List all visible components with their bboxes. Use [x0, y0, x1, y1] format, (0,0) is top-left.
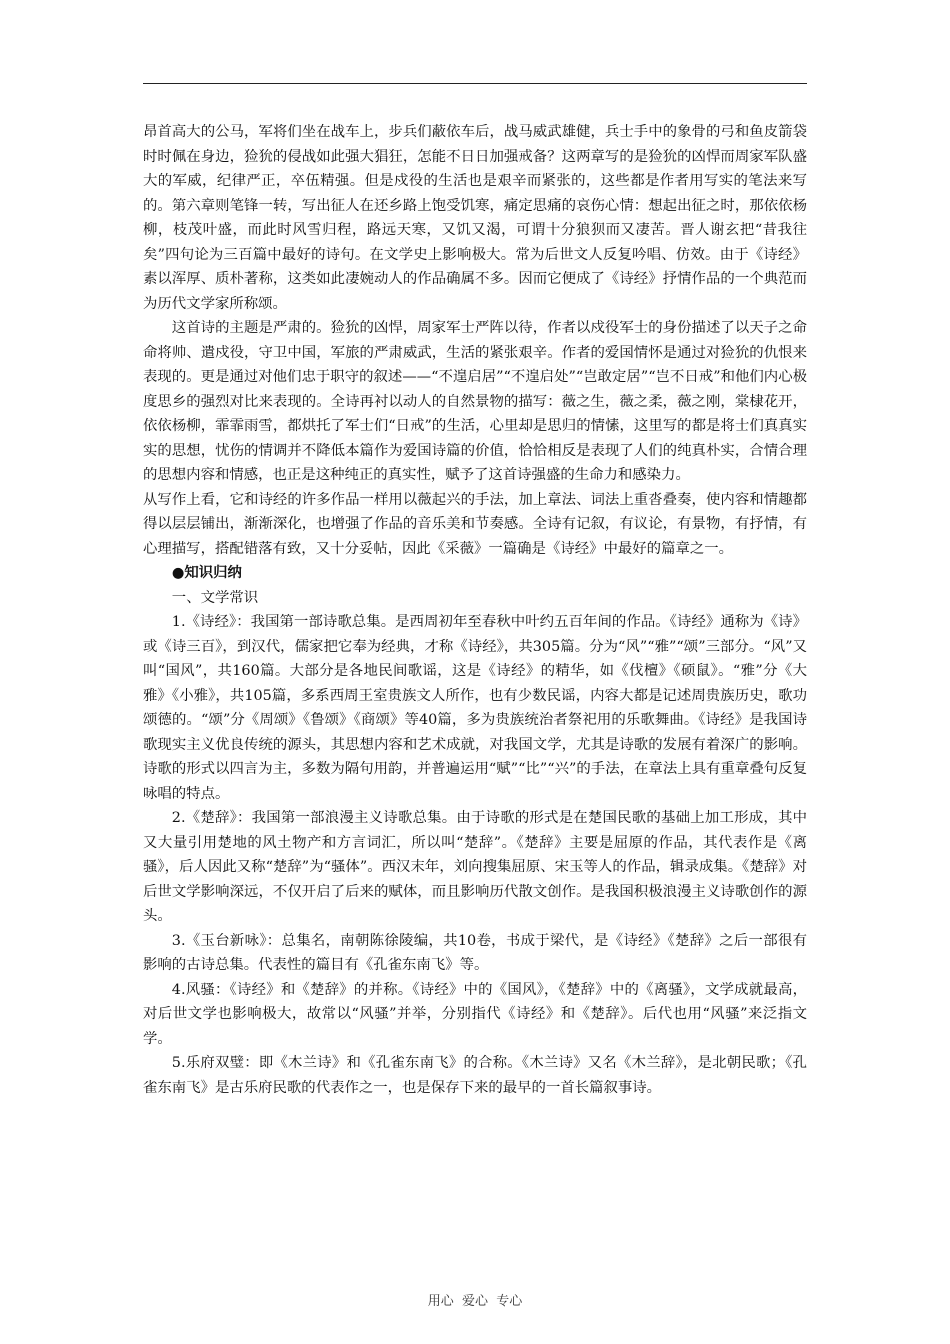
section-heading-knowledge: ●知识归纳 — [171, 564, 242, 581]
list-item-yuefu-shuangbi: 5.乐府双璧：即《木兰诗》和《孔雀东南飞》的合称。《木兰诗》又名《木兰辞》，是北朝民歌；《孔雀东南飞》是古乐府民歌的代表作之一，也是保存下来的最早的一首长篇叙事诗。 — [143, 1055, 807, 1096]
document-body — [143, 120, 807, 1100]
list-item-yutai-xinyong: 3.《玉台新咏》：总集名，南朝陈徐陵编，共10卷，书成于梁代，是《诗经》《楚辞》之后一部很有影响的古诗总集。代表性的篇目有《孔雀东南飞》等。 — [143, 932, 807, 973]
paragraph-analysis-continued: 昂首高大的公马，军将们坐在战车上，步兵们蔽依车后，战马威武雄健，兵士手中的象骨的弓和鱼皮箭袋时时佩在身边，猃狁的侵战如此强大猖狂，怎能不日日加强戒备？这两章写的是猃狁的凶悍而周家军队盛大的军威，纪律严正，卒伍精强。但是戍役的生活也是艰辛而紧张的，这些都是作者用写实的笔法来写的。第六章则笔锋一转，写出征人在还乡路上饱受饥寒，痛定思痛的哀伤心情：想起出征之时，那依依杨柳，枝茂叶盛，而此时风雪归程，路远天寒，又饥又渴，可谓十分狼狈而又凄苦。晋人谢玄把“昔我往矣”四句论为三百篇中最好的诗句。在文学史上影响极大。常为后世文人反复吟唱、仿效。由于《诗经》素以浑厚、质朴著称，这类如此凄婉动人的作品确属不多。因而它便成了《诗经》抒情作品的一个典范而为历代文学家所称颂。 — [143, 124, 807, 312]
page-footer: 用心 爱心 专心 — [427, 1294, 523, 1309]
paragraph-theme: 这首诗的主题是严肃的。猃狁的凶悍，周家军士严阵以待，作者以戍役军士的身份描述了以天子之命命将帅、遣戍役，守卫中国，军旅的严肃威武，生活的紧张艰辛。作者的爱国情怀是通过对猃狁的仇恨来表现的。更是通过对他们忠于职守的叙述——“不遑启居”“不遑启处”“岂敢定居”“岂不日戒”和他们内心极度思乡的强烈对比来表现的。全诗再衬以动人的自然景物的描写：薇之生，薇之柔，薇之刚，棠棣花开，依依杨柳，霏霏雨雪，都烘托了军士们“日戒”的生活，心里却是思归的情愫，这里写的都是将士们真真实实的思想，忧伤的情调并不降低本篇作为爱国诗篇的价值，恰恰相反是表现了人们的纯真朴实，合情合理的思想内容和情感，也正是这种纯正的真实性，赋予了这首诗强盛的生命力和感染力。 — [143, 320, 807, 483]
list-item-chuci: 2.《楚辞》：我国第一部浪漫主义诗歌总集。由于诗歌的形式是在楚国民歌的基础上加工形成，其中又大量引用楚地的风土物产和方言词汇，所以叫“楚辞”。《楚辞》主要是屈原的作品，其代表作是《离骚》，后人因此又称“楚辞”为“骚体”。西汉末年，刘向搜集屈原、宋玉等人的作品，辑录成集。《楚辞》对后世文学影响深远，不仅开启了后来的赋体，而且影响历代散文创作。是我国积极浪漫主义诗歌创作的源头。 — [143, 810, 807, 924]
list-item-shijing: 1.《诗经》：我国第一部诗歌总集。是西周初年至春秋中叶约五百年间的作品。《诗经》通称为《诗》或《诗三百》，到汉代，儒家把它奉为经典，才称《诗经》，共305篇。分为“风”“雅”“颂”三部分。“风”又叫“国风”，共160篇。大部分是各地民间歌谣，这是《诗经》的精华，如《伐檀》《硕鼠》。“雅”分《大雅》《小雅》，共105篇，多系西周王室贵族文人所作，也有少数民谣，内容大都是记述周贵族历史，歌功颂德的。“颂”分《周颂》《鲁颂》《商颂》等40篇，多为贵族统治者祭祀用的乐歌舞曲。《诗经》是我国诗歌现实主义优良传统的源头，其思想内容和艺术成就，对我国文学，尤其是诗歌的发展有着深广的影响。诗歌的形式以四言为主，多数为隔句用韵，并普遍运用“赋”“比”“兴”的手法，在章法上具有重章叠句反复咏唱的特点。 — [143, 614, 807, 802]
header-rule — [143, 83, 807, 84]
list-item-fengsao: 4.风骚：《诗经》和《楚辞》的并称。《诗经》中的《国风》，《楚辞》中的《离骚》，文学成就最高，对后世文学也影响极大，故常以“风骚”并举，分别指代《诗经》和《楚辞》。后代也用“风骚”来泛指文学。 — [143, 981, 807, 1047]
paragraph-writing-style: 从写作上看，它和诗经的许多作品一样用以薇起兴的手法，加上章法、词法上重沓叠奏，使内容和情趣都得以层层铺出，渐渐深化，也增强了作品的音乐美和节奏感。全诗有记叙，有议论，有景物，有抒情，有心理描写，搭配错落有致，又十分妥帖，因此《采薇》一篇确是《诗经》中最好的篇章之一。 — [143, 491, 807, 557]
subsection-heading-literary-knowledge: 一、文学常识 — [171, 589, 259, 606]
